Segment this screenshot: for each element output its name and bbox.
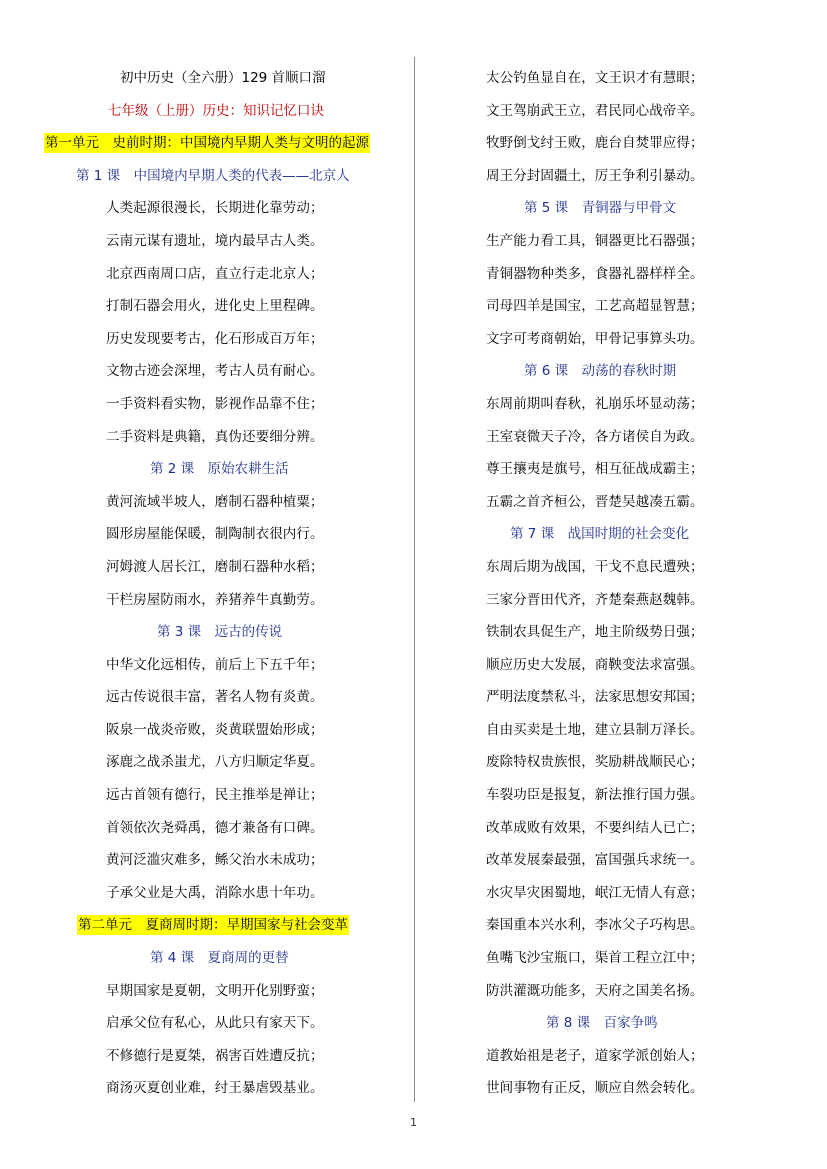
verse-line: 涿鹿之战杀蚩尤，八方归顺定华夏。 — [106, 754, 324, 771]
verse-line: 启承父位有私心，从此只有家天下。 — [106, 1015, 324, 1032]
page-number: 1 — [410, 1116, 417, 1129]
right-column — [486, 62, 786, 1105]
verse-line: 王室衰微天子冷，各方诸侯自为政。 — [486, 428, 704, 445]
verse-line: 太公钓鱼显自在，文王识才有慧眼； — [486, 70, 704, 86]
verse-line: 铁制农具促生产，地主阶级势日强； — [486, 624, 704, 641]
verse-line: 中华文化远相传，前后上下五千年； — [106, 656, 324, 673]
verse-line: 周王分封固疆土，厉王争利引暴动。 — [486, 167, 704, 184]
grade-subtitle: 七年级（上册）历史：知识记忆口诀 — [108, 102, 324, 119]
verse-line: 黄河泛滥灾难多，鲧父治水未成功； — [106, 852, 324, 869]
document-title: 初中历史（全六册）129 首顺口溜 — [120, 70, 326, 86]
verse-line: 顺应历史大发展，商鞅变法求富强。 — [486, 656, 704, 673]
verse-line: 生产能力看工具，铜器更比石器强； — [486, 232, 704, 249]
verse-line: 云南元谋有遗址，境内最早古人类。 — [106, 232, 324, 249]
lesson-heading-2: 第 2 课 原始农耕生活 — [150, 461, 289, 478]
verse-line: 黄河流域半坡人，磨制石器种植粟； — [106, 493, 324, 510]
verse-line: 青铜器物种类多，食器礼器样样全。 — [486, 265, 704, 282]
verse-line: 子承父业是大禹，消除水患十年功。 — [106, 884, 324, 901]
lesson-heading-3: 第 3 课 远古的传说 — [157, 624, 283, 641]
unit-heading-1-text: 第一单元 史前时期：中国境内早期人类与文明的起源 — [45, 135, 369, 152]
verse-line: 干栏房屋防雨水，养猪养牛真勤劳。 — [106, 591, 324, 608]
verse-line: 首领依次尧舜禹，德才兼备有口碑。 — [106, 819, 324, 836]
verse-line: 早期国家是夏朝，文明开化别野蛮； — [106, 982, 324, 999]
column-divider — [414, 57, 415, 1102]
verse-line: 历史发现要考古，化石形成百万年； — [106, 330, 324, 347]
verse-line: 五霸之首齐桓公，晋楚吴越凑五霸。 — [486, 493, 704, 510]
verse-line: 东周前期叫春秋，礼崩乐坏显动荡； — [486, 395, 704, 412]
verse-line: 司母四羊是国宝，工艺高超显智慧； — [486, 298, 704, 315]
unit-heading-2 — [44, 909, 404, 942]
verse-line: 河姆渡人居长江，磨制石器种水稻； — [106, 558, 324, 575]
verse-line: 废除特权贵族恨，奖励耕战顺民心； — [486, 754, 704, 771]
verse-line: 二手资料是典籍，真伪还要细分辨。 — [106, 428, 324, 445]
lesson-heading-1: 第 1 课 中国境内早期人类的代表——北京人 — [76, 167, 350, 184]
verse-line: 文字可考商朝始，甲骨记事算头功。 — [486, 330, 704, 347]
lesson-heading-4: 第 4 课 夏商周的更替 — [150, 950, 289, 967]
verse-line: 人类起源很漫长，长期进化靠劳动； — [106, 200, 324, 217]
verse-line: 严明法度禁私斗，法家思想安邦国； — [486, 689, 704, 706]
verse-line: 文物古迹会深埋，考古人员有耐心。 — [106, 363, 324, 380]
verse-line: 改革发展秦最强，富国强兵求统一。 — [486, 852, 704, 869]
unit-heading-2-text: 第二单元 夏商周时期：早期国家与社会变革 — [78, 917, 348, 934]
verse-line: 远古传说很丰富，著名人物有炎黄。 — [106, 689, 324, 706]
verse-line: 圆形房屋能保暖，制陶制衣很内行。 — [106, 526, 324, 543]
verse-line: 牧野倒戈纣王败，鹿台自焚罪应得； — [486, 135, 704, 152]
lesson-heading-8: 第 8 课 百家争鸣 — [546, 1015, 658, 1032]
verse-line: 阪泉一战炎帝败，炎黄联盟始形成； — [106, 721, 324, 738]
verse-line: 一手资料看实物，影视作品靠不住； — [106, 395, 324, 412]
verse-line: 商汤灭夏创业难，纣王暴虐毁基业。 — [106, 1080, 324, 1097]
unit-heading-1 — [44, 127, 404, 160]
lesson-heading-6: 第 6 课 动荡的春秋时期 — [524, 363, 677, 380]
verse-line: 秦国重本兴水利，李冰父子巧构思。 — [486, 917, 704, 934]
verse-line: 三家分晋田代齐，齐楚秦燕赵魏韩。 — [486, 591, 704, 608]
verse-line: 不修德行是夏桀，祸害百姓遭反抗； — [106, 1047, 324, 1064]
verse-line: 改革成败有效果，不要纠结人已亡； — [486, 819, 704, 836]
lesson-heading-7: 第 7 课 战国时期的社会变化 — [510, 526, 690, 543]
left-column — [44, 62, 404, 1105]
lesson-heading-5: 第 5 课 青铜器与甲骨文 — [524, 200, 677, 217]
verse-line: 鱼嘴飞沙宝瓶口，渠首工程立江中； — [486, 950, 704, 967]
verse-line: 车裂功臣是报复，新法推行国力强。 — [486, 787, 704, 804]
verse-line: 远古首领有德行，民主推举是禅让； — [106, 787, 324, 804]
verse-line: 防洪灌溉功能多，天府之国美名扬。 — [486, 982, 704, 999]
verse-line: 打制石器会用火，进化史上里程碑。 — [106, 298, 324, 315]
verse-line: 道教始祖是老子，道家学派创始人； — [486, 1047, 704, 1064]
verse-line: 文王驾崩武王立，君民同心战帝辛。 — [486, 102, 704, 119]
verse-line: 北京西南周口店，直立行走北京人； — [106, 265, 324, 282]
verse-line: 水灾旱灾困蜀地，岷江无情人有意； — [486, 884, 704, 901]
verse-line: 自由买卖是土地，建立县制万泽长。 — [486, 721, 704, 738]
verse-line: 东周后期为战国，干戈不息民遭殃； — [486, 558, 704, 575]
verse-line: 尊王攘夷是旗号，相互征战成霸主； — [486, 461, 704, 478]
verse-line: 世间事物有正反，顺应自然会转化。 — [486, 1080, 704, 1097]
